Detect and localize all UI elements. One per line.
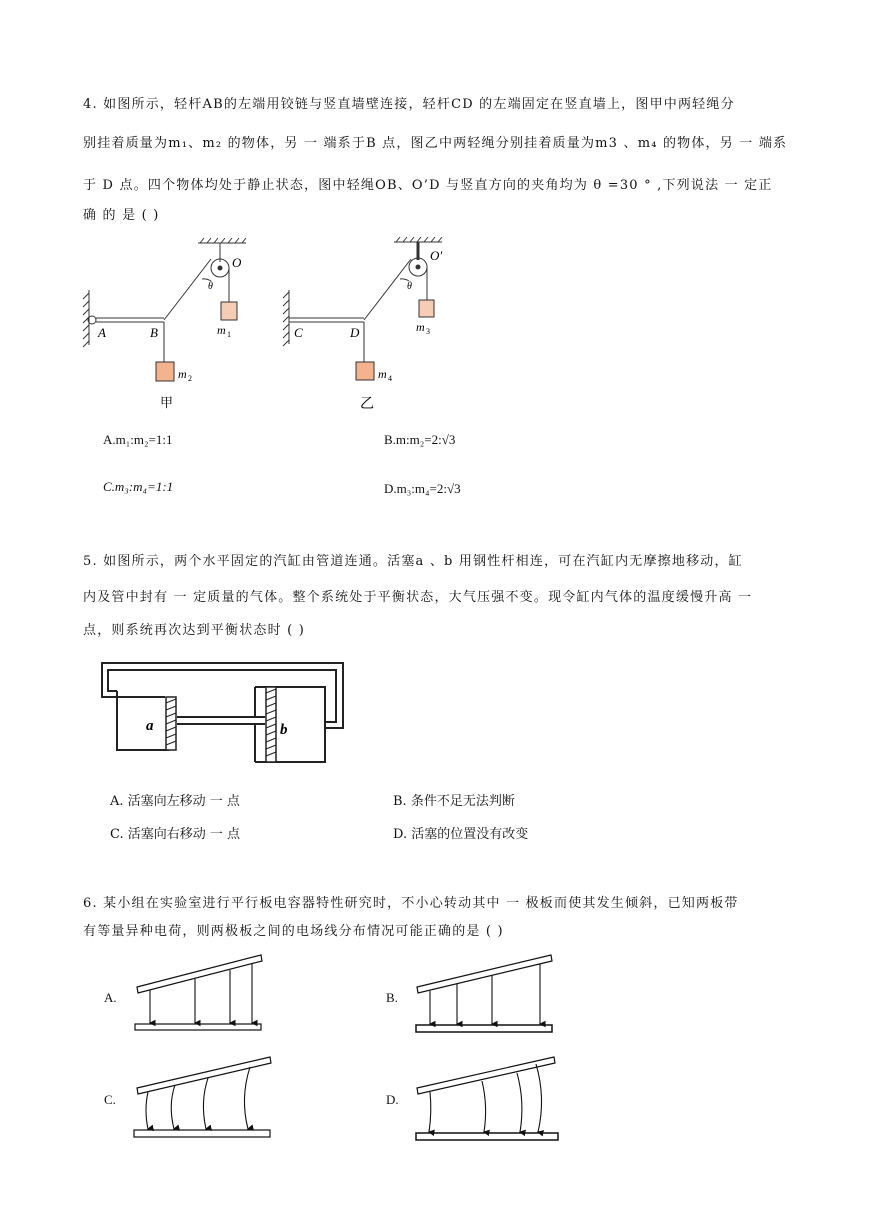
q4-line-2: 别挂着质量为m₁、m₂ 的物体，另 一 端系于B 点，图乙中两轻绳分别挂着质量为m3 、m₄ 的物体，另 一 端系 bbox=[83, 136, 788, 151]
q4-figure-jia bbox=[80, 235, 260, 415]
label-m2-sub: 2 bbox=[188, 374, 192, 383]
q6-label-b: B. bbox=[386, 990, 398, 1005]
q4-line-1: 4. 如图所示，轻杆AB的左端用铰链与竖直墙壁连接，轻杆CD 的左端固定在竖直墙上，图甲中两轻绳分 bbox=[83, 97, 735, 112]
q6-label-a: A. bbox=[104, 990, 117, 1005]
q5-line-1: 5. 如图所示，两个水平固定的汽缸由管道连通。活塞a 、b 用钢性杆相连，可在汽缸内无摩擦地移动，缸 bbox=[83, 554, 743, 569]
label-b: B bbox=[150, 325, 158, 340]
q5-option-d: D. 活塞的位置没有改变 bbox=[393, 827, 529, 842]
caption-yi: 乙 bbox=[360, 397, 374, 412]
q5-option-a: A. 活塞向左移动 一 点 bbox=[110, 794, 240, 809]
q6-figure-a bbox=[130, 950, 270, 1040]
label-d: D bbox=[350, 325, 360, 340]
label-theta: θ bbox=[407, 281, 412, 292]
q5-line-2: 内及管中封有 一 定质量的气体。整个系统处于平衡状态，大气压强不变。现令缸内气体的温度缓慢升高 一 bbox=[83, 590, 753, 605]
q5-cylinder-figure bbox=[95, 655, 355, 770]
label-m3: m bbox=[416, 320, 425, 334]
label-m4: m bbox=[378, 367, 387, 381]
q6-figure-c bbox=[130, 1050, 275, 1142]
q4-line-3: 于 D 点。四个物体均处于静止状态，图中轻绳OB、O’D 与竖直方向的夹角均为 θ =30 ° ,下列说法 一 定正 bbox=[83, 178, 773, 193]
q4-option-d: D.m₃:m₄=2:√3 bbox=[384, 481, 461, 496]
q6-line-2: 有等量异种电荷，则两极板之间的电场线分布情况可能正确的是 ( ) bbox=[83, 924, 504, 939]
q6-figure-b bbox=[412, 950, 557, 1040]
q6-line-1: 6. 某小组在实验室进行平行板电容器特性研究时，不小心转动其中 一 极板而使其发生倾斜，已知两板带 bbox=[83, 896, 739, 911]
q6-figure-d bbox=[412, 1050, 562, 1142]
q5-line-3: 点，则系统再次达到平衡状态时 ( ) bbox=[83, 623, 306, 638]
q4-option-c: C.m₃:m₄=1:1 bbox=[103, 479, 174, 494]
label-a: A bbox=[98, 325, 106, 340]
label-o: O bbox=[232, 255, 242, 270]
q5-option-b: B. 条件不足无法判断 bbox=[393, 794, 515, 809]
q4-line-4: 确 的 是 ( ) bbox=[83, 208, 160, 223]
label-m1: m bbox=[217, 323, 226, 337]
label-m1-sub: 1 bbox=[227, 330, 231, 339]
caption-jia: 甲 bbox=[160, 395, 174, 410]
label-c: C bbox=[294, 325, 303, 340]
q6-label-d: D. bbox=[386, 1092, 399, 1107]
label-theta: θ bbox=[208, 281, 213, 292]
label-m3-sub: 3 bbox=[426, 327, 430, 336]
q6-label-c: C. bbox=[104, 1092, 116, 1107]
label-o-prime: O′ bbox=[430, 248, 443, 263]
piston-b-label: b bbox=[280, 722, 288, 738]
piston-a-label: a bbox=[146, 718, 154, 734]
label-m4-sub: 4 bbox=[388, 374, 392, 383]
q5-option-c: C. 活塞向右移动 一 点 bbox=[110, 827, 241, 842]
q4-option-a: A.m₁:m₂=1:1 bbox=[103, 432, 173, 447]
q4-figure-yi bbox=[280, 232, 460, 412]
q4-option-b: B.m:m₂=2:√3 bbox=[384, 432, 456, 447]
label-m2: m bbox=[178, 367, 187, 381]
